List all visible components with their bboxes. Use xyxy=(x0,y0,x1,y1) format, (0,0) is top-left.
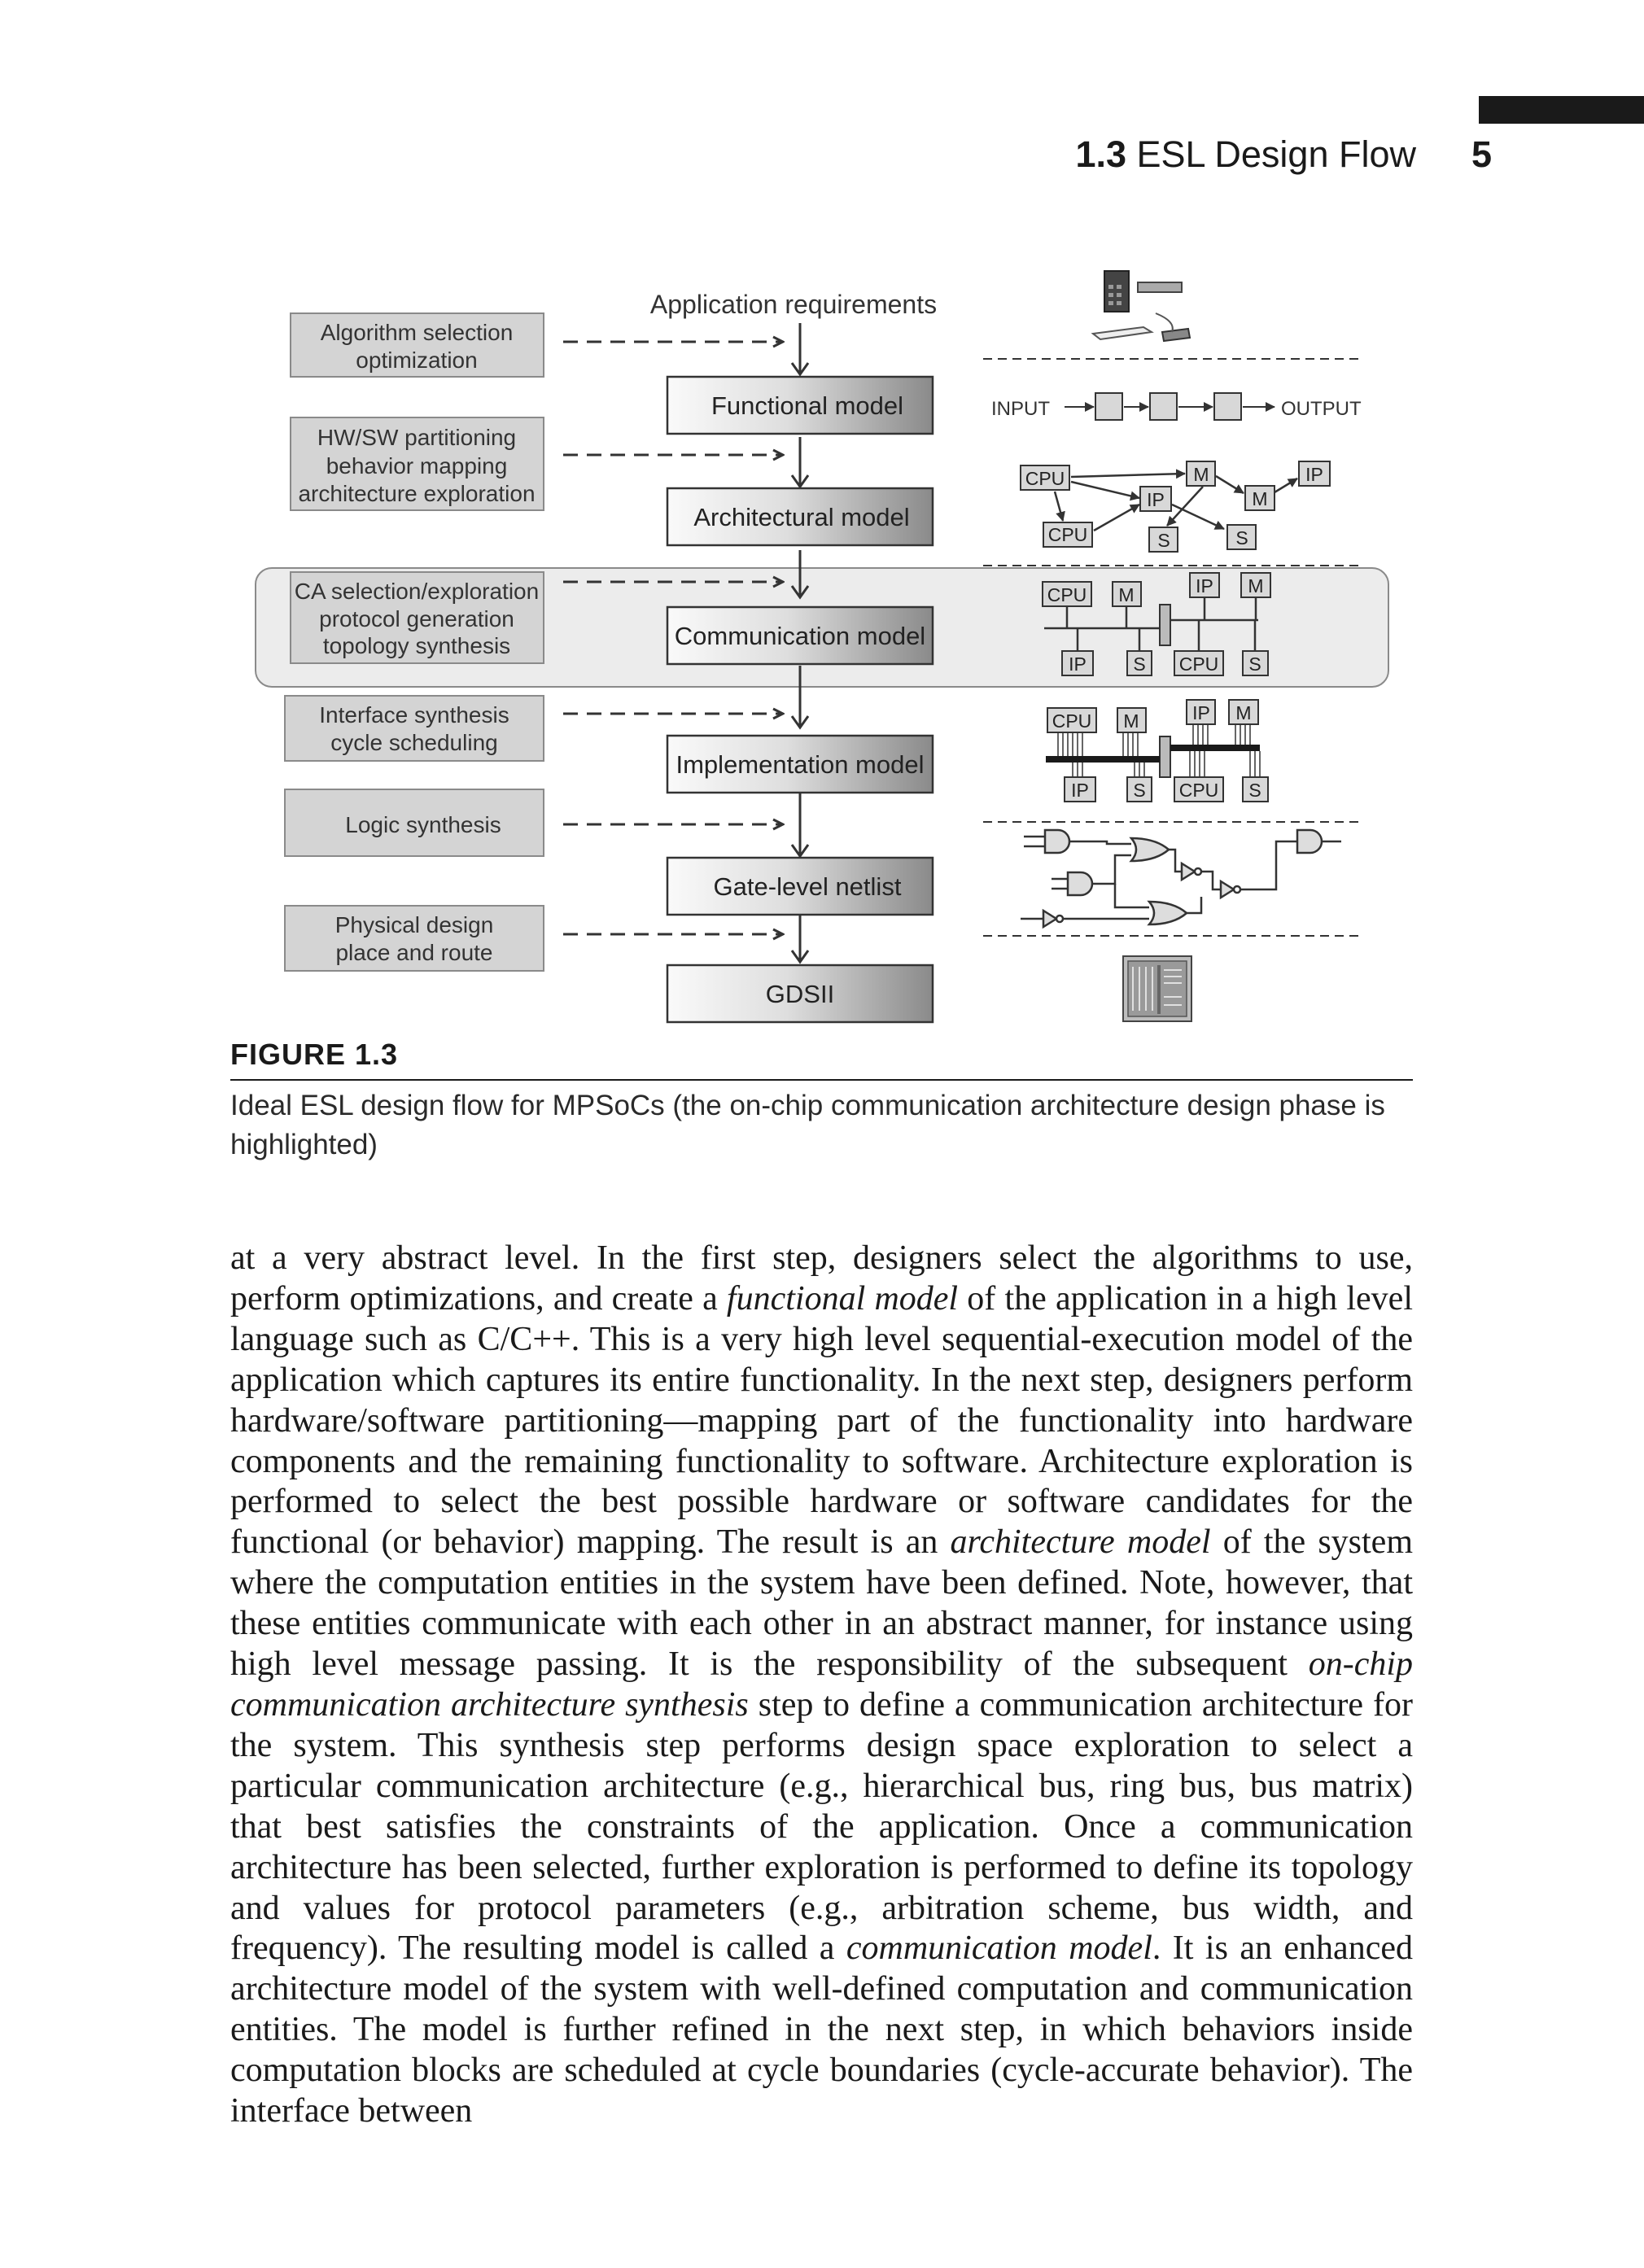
svg-text:S: S xyxy=(1248,780,1261,801)
svg-text:IP: IP xyxy=(1071,780,1089,801)
section-number: 1.3 xyxy=(1075,133,1126,175)
italic-term: functional model xyxy=(726,1279,959,1318)
activity-label: cycle scheduling xyxy=(330,730,498,755)
model-label: Functional model xyxy=(711,391,904,420)
model-label: Architectural model xyxy=(693,503,910,531)
svg-text:S: S xyxy=(1133,653,1146,675)
model-box-gate-level xyxy=(667,858,933,915)
activity-label: Interface synthesis xyxy=(319,702,509,728)
svg-text:CPU: CPU xyxy=(1052,710,1092,732)
application-requirements-label: Application requirements xyxy=(649,290,938,319)
model-box-implementation xyxy=(667,736,933,793)
application-devices-icon xyxy=(1093,271,1190,341)
svg-text:IP: IP xyxy=(1192,702,1210,723)
activity-label: Logic synthesis xyxy=(345,812,501,837)
architectural-illustration xyxy=(1021,461,1330,552)
text-segment: of the system where the computation entities in the system have been defined. Note, however, that these entities communicate with each other in an abstract manner, for instance using high level message passing. It is the responsibility of the subsequent xyxy=(230,1523,1413,1684)
svg-text:CPU: CPU xyxy=(1047,584,1087,605)
svg-text:S: S xyxy=(1157,530,1170,551)
model-label: Implementation model xyxy=(676,750,925,779)
italic-term: communication model xyxy=(846,1929,1152,1968)
activity-label: behavior mapping xyxy=(326,453,508,479)
model-label: Communication model xyxy=(674,622,926,650)
figure-label: FIGURE 1.3 xyxy=(230,1038,399,1071)
svg-text:CPU: CPU xyxy=(1047,524,1088,545)
svg-text:S: S xyxy=(1235,527,1248,548)
svg-text:CPU: CPU xyxy=(1178,780,1219,801)
svg-text:M: M xyxy=(1252,488,1268,509)
model-box-communication xyxy=(667,607,933,664)
activity-box-5 xyxy=(285,789,544,856)
text-segment: at a very abstract level. In the first step, designers select the algorithms to use, perform optimizations, and create a xyxy=(230,1239,1413,1318)
svg-text:IP: IP xyxy=(1147,489,1165,510)
figure-caption: Ideal ESL design flow for MPSoCs (the on-chip communication architecture design phase is highlighted) xyxy=(230,1090,1385,1160)
italic-term: on-chip communication architecture synthesis xyxy=(230,1645,1413,1724)
text-segment: of the application in a high level language such as C/C++. This is a very high level sequential-execution model of the application which captures its entire functionality. In the next step, designers perform hardware/software partitioning—mapping part of the functionality into hardware components and the remaining functionality to software. Architecture exploration is performed to select the best possible hardware or software candidates for the functional (or behavior) mapping. The result is an xyxy=(230,1279,1413,1562)
svg-text:M: M xyxy=(1235,702,1252,723)
input-label: INPUT xyxy=(991,398,1050,420)
text-segment: . It is an enhanced architecture model of the system with well-defined computation and communication entities. The model is further refined in the next step, in which behaviors inside computation blocks are scheduled at cycle boundaries (cycle-accurate behavior). The interface between xyxy=(230,1929,1413,2130)
text-segment: step to define a communication architecture for the system. This synthesis step performs design space exploration to select a particular communication architecture (e.g., hierarchical bus, ring bus, bus matrix) that best satisfies the constraints of the application. Once a communication architecture has been selected, further exploration is performed to define its topology and values for protocol parameters (e.g., arbitration scheme, bus width, and frequency). The resulting model is called a xyxy=(230,1685,1413,1968)
italic-term: architecture model xyxy=(950,1523,1211,1562)
svg-text:M: M xyxy=(1193,464,1209,485)
svg-text:M: M xyxy=(1123,710,1139,732)
model-label: Gate-level netlist xyxy=(713,872,902,901)
activity-label: Algorithm selection xyxy=(320,320,514,345)
svg-text:IP: IP xyxy=(1305,464,1323,485)
functional-illustration xyxy=(991,393,1362,420)
model-box-architectural xyxy=(667,488,933,545)
activity-label: topology synthesis xyxy=(322,633,511,658)
activity-box-3 xyxy=(291,572,544,663)
svg-text:M: M xyxy=(1248,575,1264,596)
body-text xyxy=(230,1239,1413,2132)
activity-label: place and route xyxy=(335,940,493,965)
svg-text:IP: IP xyxy=(1069,653,1087,675)
implementation-illustration xyxy=(1046,700,1268,802)
model-box-gdsii xyxy=(667,965,933,1022)
activity-box-6 xyxy=(285,906,544,971)
svg-text:CPU: CPU xyxy=(1178,653,1219,675)
section-title: ESL Design Flow xyxy=(1136,133,1416,175)
svg-text:S: S xyxy=(1133,780,1146,801)
output-label: OUTPUT xyxy=(1281,398,1362,420)
svg-text:IP: IP xyxy=(1196,575,1213,596)
chip-layout-icon xyxy=(1123,956,1191,1021)
caption-rule xyxy=(230,1079,1413,1081)
design-flow-figure xyxy=(0,0,1644,1033)
activity-label: HW/SW partitioning xyxy=(317,425,517,450)
activity-label: Physical design xyxy=(334,912,494,937)
page-number: 5 xyxy=(1471,133,1493,175)
activity-box-4 xyxy=(285,696,544,761)
activity-box-1 xyxy=(291,313,544,377)
svg-text:M: M xyxy=(1118,584,1135,605)
activity-box-2 xyxy=(291,417,544,510)
svg-text:S: S xyxy=(1248,653,1261,675)
body-paragraph xyxy=(230,1239,1413,2132)
activity-label: optimization xyxy=(356,347,478,373)
activity-label: CA selection/exploration xyxy=(294,579,540,604)
activity-label: protocol generation xyxy=(319,606,514,631)
model-box-functional xyxy=(667,377,933,434)
activity-label: architecture exploration xyxy=(298,481,536,506)
gate-level-illustration xyxy=(1021,830,1341,927)
model-label: GDSII xyxy=(765,980,835,1008)
svg-text:CPU: CPU xyxy=(1025,468,1065,489)
